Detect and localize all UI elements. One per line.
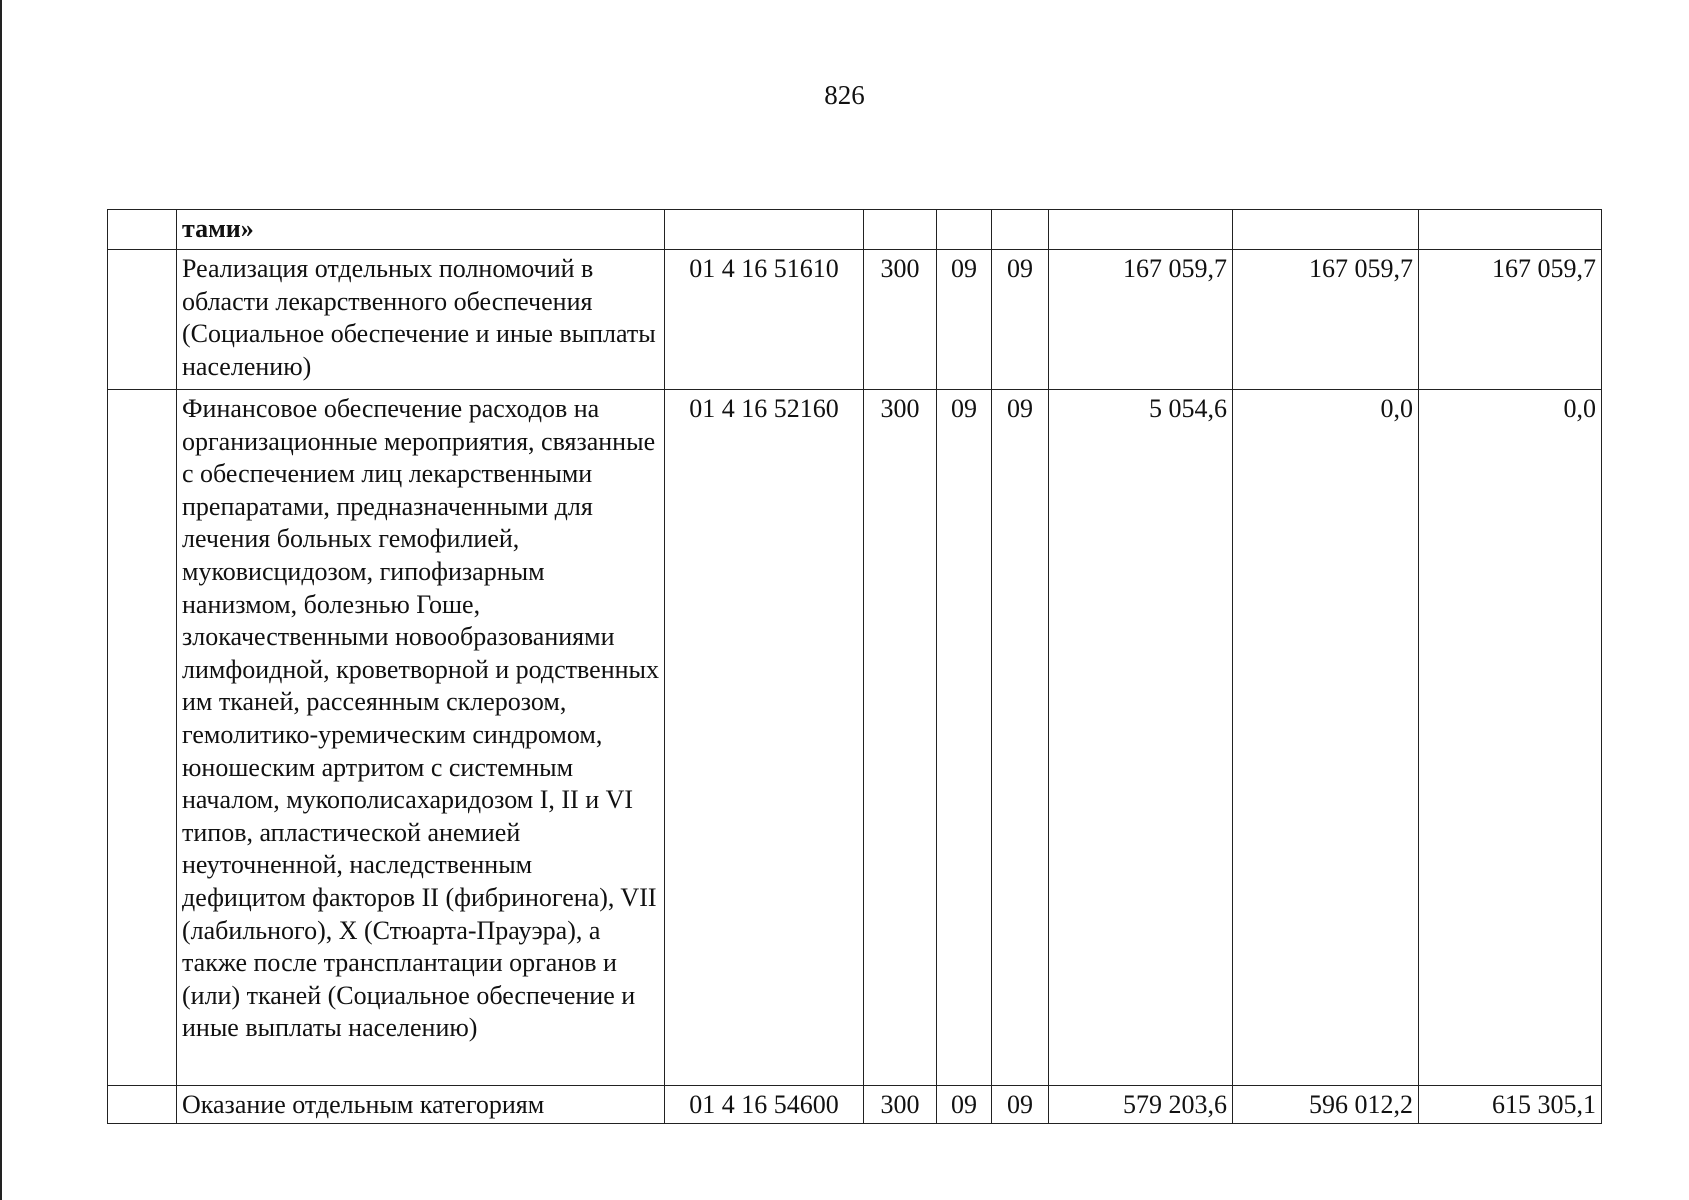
expense-type-cell: [864, 210, 937, 250]
item-name-cell: Финансовое обеспечение расходов на организационные мероприятия, связанные с обеспечением лиц лекарственными препаратами, предназначенными для лечения больных гемофилией, муковисцидозом, гипофизарным нанизмом, болезнью Гоше, злокачественными новообразованиями лимфоидной, кроветворной и родственных им тканей, рассеянным склерозом, гемолитико-уремическим синдромом, юношеским артритом с системным началом, мукополисахаридозом I, II и VI типов, апластической анемией неуточненной, наследственным дефицитом факторов II (фибриногена), VII (лабильного), X (Стюарта-Прауэра), а также после трансплантации органов и (или) тканей (Социальное обеспечение и иные выплаты населению): [177, 390, 665, 1086]
row-number-cell: [108, 390, 177, 1086]
subsection-cell: [992, 210, 1049, 250]
target-article-cell: 01 4 16 51610: [665, 250, 864, 390]
row-number-cell: [108, 210, 177, 250]
subsection-cell: 09: [992, 250, 1049, 390]
expense-type-cell: 300: [864, 390, 937, 1086]
section-cell: 09: [937, 390, 992, 1086]
target-article-cell: [665, 210, 864, 250]
item-name-cell: тами»: [177, 210, 665, 250]
table-row: [108, 250, 1602, 390]
amount-year-3-cell: [1419, 210, 1602, 250]
amount-year-2-cell: 0,0: [1233, 390, 1419, 1086]
amount-year-1-cell: 167 059,7: [1049, 250, 1233, 390]
row-number-cell: [108, 1086, 177, 1124]
section-cell: [937, 210, 992, 250]
amount-year-3-cell: 167 059,7: [1419, 250, 1602, 390]
amount-year-1-cell: 579 203,6: [1049, 1086, 1233, 1124]
amount-year-3-cell: 615 305,1: [1419, 1086, 1602, 1124]
amount-year-1-cell: [1049, 210, 1233, 250]
page-left-edge: [0, 0, 2, 1200]
section-cell: 09: [937, 1086, 992, 1124]
subsection-cell: 09: [992, 1086, 1049, 1124]
table-row: [108, 210, 1602, 250]
table-row: [108, 390, 1602, 1086]
target-article-cell: 01 4 16 54600: [665, 1086, 864, 1124]
amount-year-1-cell: 5 054,6: [1049, 390, 1233, 1086]
item-name-cell: Реализация отдельных полномочий в области лекарственного обеспечения (Социальное обеспечение и иные выплаты населению): [177, 250, 665, 390]
amount-year-2-cell: 167 059,7: [1233, 250, 1419, 390]
amount-year-2-cell: 596 012,2: [1233, 1086, 1419, 1124]
expense-type-cell: 300: [864, 1086, 937, 1124]
expense-type-cell: 300: [864, 250, 937, 390]
target-article-cell: 01 4 16 52160: [665, 390, 864, 1086]
amount-year-2-cell: [1233, 210, 1419, 250]
page-number: 826: [824, 80, 865, 110]
row-number-cell: [108, 250, 177, 390]
subsection-cell: 09: [992, 390, 1049, 1086]
table-row: [108, 1086, 1602, 1124]
item-name-cell: Оказание отдельным категориям: [177, 1086, 665, 1124]
amount-year-3-cell: 0,0: [1419, 390, 1602, 1086]
section-cell: 09: [937, 250, 992, 390]
budget-table: [107, 209, 1602, 1124]
